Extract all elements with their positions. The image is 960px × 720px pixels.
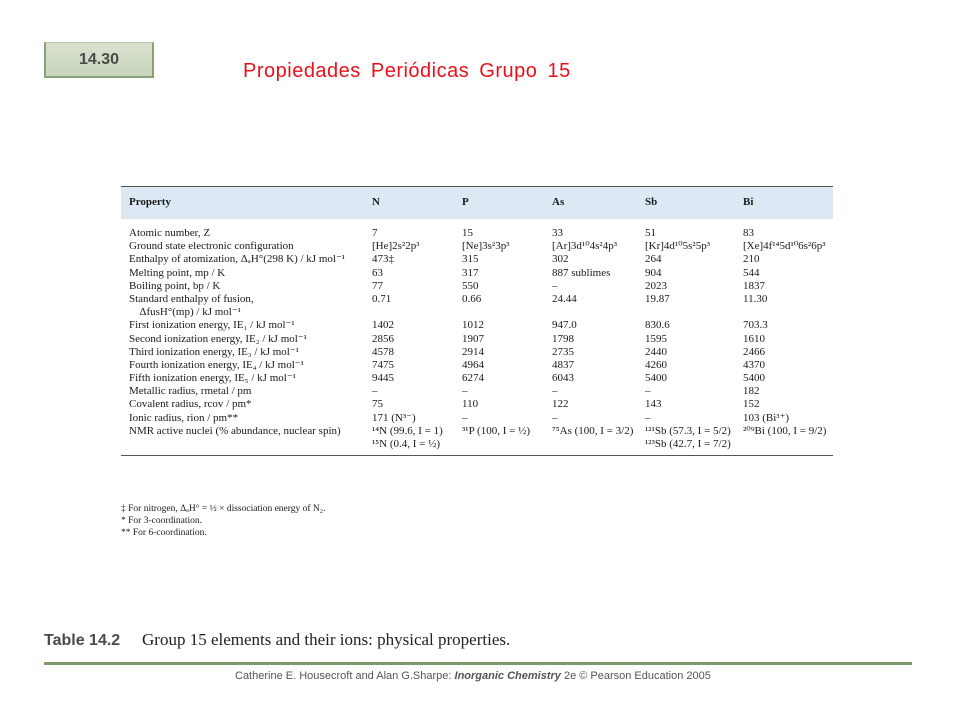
- value-cell: 143: [645, 398, 662, 411]
- value-cell: [Xe]4f¹⁴5d¹⁰6s²6p³: [743, 240, 826, 253]
- value-cell: 77: [372, 279, 383, 292]
- value-cell: –: [645, 411, 651, 424]
- value-cell: –: [645, 385, 651, 398]
- value-cell: 1798: [552, 332, 574, 345]
- property-cell: Ground state electronic configuration: [129, 240, 294, 253]
- property-cell: Atomic number, Z: [129, 227, 211, 239]
- value-cell: 7475: [372, 358, 394, 371]
- column-header: P: [454, 187, 544, 220]
- value-cell: 544: [743, 266, 760, 279]
- footer-divider: [44, 662, 912, 665]
- credit-line: [235, 670, 711, 682]
- value-cell: 1610: [743, 332, 765, 345]
- table-row: [121, 372, 833, 385]
- value-cell: [637, 306, 735, 319]
- value-cell: 110: [462, 398, 479, 411]
- value-cell: 1595: [645, 332, 667, 345]
- property-cell: Boiling point, bp / K: [129, 279, 221, 292]
- value-cell: 5400: [645, 372, 667, 385]
- value-cell: 2856: [372, 332, 394, 345]
- value-cell: [544, 306, 637, 319]
- value-cell: ¹²³Sb (42.7, I = 7/2): [645, 438, 731, 450]
- value-cell: 4578: [372, 345, 394, 358]
- property-cell: Melting point, mp / K: [129, 266, 226, 279]
- table-row: [121, 319, 833, 332]
- value-cell: 15: [462, 227, 473, 239]
- table-row: [121, 398, 833, 411]
- table-row: [121, 306, 833, 319]
- property-cell: Ionic radius, rion / pm**: [129, 411, 239, 424]
- value-cell: [364, 306, 454, 319]
- property-cell: Covalent radius, rcov / pm*: [129, 398, 252, 411]
- value-cell: 2466: [743, 345, 765, 358]
- value-cell: 2440: [645, 345, 667, 358]
- column-header: Bi: [735, 187, 833, 220]
- credit-book-title: Inorganic Chemistry: [454, 670, 561, 682]
- value-cell: 887 sublimes: [552, 266, 611, 279]
- value-cell: 9445: [372, 372, 394, 385]
- value-cell: 4260: [645, 358, 667, 371]
- value-cell: 4837: [552, 358, 574, 371]
- table-row: [121, 425, 833, 438]
- value-cell: 473‡: [372, 253, 394, 266]
- value-cell: 152: [743, 398, 760, 411]
- property-cell: [121, 438, 364, 456]
- value-cell: 703.3: [743, 319, 768, 332]
- value-cell: 19.87: [645, 292, 670, 305]
- value-cell: [Ne]3s²3p³: [462, 240, 510, 253]
- value-cell: 51: [645, 227, 656, 239]
- table-row: [121, 219, 833, 240]
- table-row: [121, 280, 833, 293]
- value-cell: –: [552, 411, 558, 424]
- credit-suffix: 2e © Pearson Education 2005: [560, 670, 711, 682]
- value-cell: 4964: [462, 358, 484, 371]
- value-cell: 0.66: [462, 292, 482, 305]
- table-body: [121, 219, 833, 456]
- value-cell: 830.6: [645, 319, 670, 332]
- column-header: As: [544, 187, 637, 220]
- value-cell: 83: [743, 227, 754, 239]
- property-cell: Metallic radius, rmetal / pm: [129, 385, 252, 398]
- property-cell: Standard enthalpy of fusion,: [129, 292, 254, 305]
- value-cell: 33: [552, 227, 563, 239]
- value-cell: ¹⁵N (0.4, I = ½): [372, 438, 441, 450]
- table-row: [121, 385, 833, 398]
- value-cell: [Ar]3d¹⁰4s²4p³: [552, 240, 618, 253]
- value-cell: 182: [743, 385, 760, 398]
- value-cell: 11.30: [743, 292, 768, 305]
- footnote: ‡ For nitrogen, ΔₐH° = ½ × dissociation energy of N₂.: [121, 504, 326, 514]
- table-row: [121, 438, 833, 456]
- property-cell: First ionization energy, IE₁ / kJ mol⁻¹: [129, 319, 295, 332]
- table-row: [121, 359, 833, 372]
- property-cell: Third ionization energy, IE₃ / kJ mol⁻¹: [129, 345, 299, 358]
- value-cell: 947.0: [552, 319, 577, 332]
- table-row: [121, 253, 833, 266]
- table-row: [121, 346, 833, 359]
- property-cell: ΔfusH°(mp) / kJ mol⁻¹: [129, 306, 241, 319]
- value-cell: 103 (Bi³⁺): [743, 411, 790, 424]
- table-row: [121, 333, 833, 346]
- value-cell: [735, 306, 833, 319]
- column-header: Property: [121, 187, 364, 220]
- caption-text: Group 15 elements and their ions: physical properties.: [142, 630, 511, 649]
- value-cell: 5400: [743, 372, 765, 385]
- value-cell: 302: [552, 253, 569, 266]
- value-cell: [454, 306, 544, 319]
- value-cell: [He]2s²2p³: [372, 240, 420, 253]
- value-cell: [735, 438, 833, 456]
- property-cell: Enthalpy of atomization, ΔₐH°(298 K) / kJ mol⁻¹: [129, 253, 346, 266]
- credit-prefix: Catherine E. Housecroft and Alan G.Sharpe:: [235, 670, 455, 682]
- property-cell: Second ionization energy, IE₂ / kJ mol⁻¹: [129, 332, 307, 345]
- value-cell: ³¹P (100, I = ½): [462, 424, 530, 437]
- value-cell: 264: [645, 253, 662, 266]
- value-cell: 122: [552, 398, 569, 411]
- table-footnotes: [121, 503, 325, 539]
- value-cell: 550: [462, 279, 479, 292]
- table-header-row: [121, 187, 833, 220]
- value-cell: 75: [372, 398, 383, 411]
- property-cell: Fourth ionization energy, IE₄ / kJ mol⁻¹: [129, 358, 304, 371]
- value-cell: [Kr]4d¹⁰5s²5p³: [645, 240, 711, 253]
- value-cell: ¹²¹Sb (57.3, I = 5/2): [645, 424, 731, 437]
- table-row: [121, 240, 833, 253]
- column-header: N: [364, 187, 454, 220]
- value-cell: 6274: [462, 372, 484, 385]
- value-cell: 904: [645, 266, 662, 279]
- value-cell: 2914: [462, 345, 484, 358]
- value-cell: 4370: [743, 358, 765, 371]
- caption-label: Table 14.2: [44, 632, 121, 649]
- value-cell: 210: [743, 253, 760, 266]
- value-cell: 2023: [645, 279, 667, 292]
- value-cell: –: [462, 411, 468, 424]
- table-row: [121, 412, 833, 425]
- slide-title: Propiedades Periódicas Grupo 15: [243, 60, 571, 82]
- property-cell: Fifth ionization energy, IE₅ / kJ mol⁻¹: [129, 372, 296, 385]
- value-cell: 6043: [552, 372, 574, 385]
- value-cell: 7: [372, 227, 378, 239]
- value-cell: [454, 438, 544, 456]
- value-cell: ²⁰⁹Bi (100, I = 9/2): [743, 424, 827, 437]
- value-cell: –: [552, 385, 558, 398]
- value-cell: 0.71: [372, 292, 392, 305]
- slide-number-badge: 14.30: [44, 42, 154, 78]
- value-cell: –: [552, 279, 558, 292]
- properties-table: [121, 186, 833, 456]
- value-cell: 1402: [372, 319, 394, 332]
- value-cell: 171 (N³⁻): [372, 411, 416, 424]
- value-cell: 2735: [552, 345, 574, 358]
- column-header: Sb: [637, 187, 735, 220]
- value-cell: 63: [372, 266, 383, 279]
- table-row: [121, 293, 833, 306]
- value-cell: ¹⁴N (99.6, I = 1): [372, 424, 443, 437]
- value-cell: 317: [462, 266, 479, 279]
- value-cell: 24.44: [552, 292, 577, 305]
- value-cell: 1907: [462, 332, 484, 345]
- value-cell: 315: [462, 253, 479, 266]
- value-cell: 1837: [743, 279, 765, 292]
- value-cell: [544, 438, 637, 456]
- value-cell: ⁷⁵As (100, I = 3/2): [552, 424, 634, 437]
- value-cell: –: [372, 385, 378, 398]
- property-cell: NMR active nuclei (% abundance, nuclear spin): [129, 424, 341, 437]
- footnote: * For 3-coordination.: [121, 516, 203, 526]
- footnote: ** For 6-coordination.: [121, 528, 207, 538]
- properties-table-container: [121, 186, 833, 456]
- value-cell: 1012: [462, 319, 484, 332]
- value-cell: –: [462, 385, 468, 398]
- table-row: [121, 267, 833, 280]
